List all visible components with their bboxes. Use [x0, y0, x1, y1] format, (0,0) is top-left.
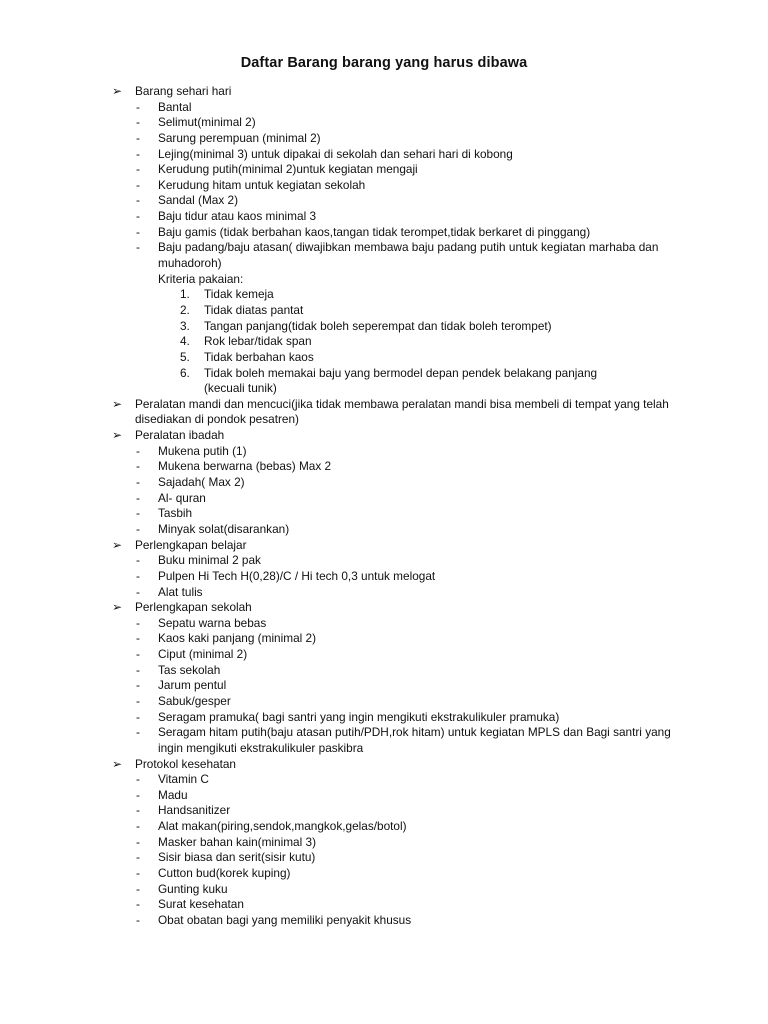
list-item: - Vitamin C: [136, 772, 209, 787]
list-item: - Tasbih: [136, 506, 193, 521]
criteria-label: Kriteria pakaian:: [158, 271, 244, 286]
list-item: - Bantal: [136, 99, 192, 114]
list-item: - Madu: [136, 787, 188, 802]
list-item: - Seragam pramuka( bagi santri yang ingin mengikuti ekstrakulikuler pramuka): [136, 709, 560, 724]
section-heading: ➢ Perlengkapan sekolah: [112, 600, 252, 615]
list-item: - Masker bahan kain(minimal 3): [136, 834, 317, 849]
list-item: - Sabuk/gesper: [136, 693, 231, 708]
arrow-bullet-icon: ➢: [112, 600, 123, 615]
list-item: - Surat kesehatan: [136, 897, 244, 912]
list-item: - Sepatu warna bebas: [136, 615, 267, 630]
list-item: - Mukena berwarna (bebas) Max 2: [136, 459, 332, 474]
section-heading: ➢ Barang sehari hari: [112, 84, 232, 98]
list-item: - Baju tidur atau kaos minimal 3: [136, 209, 317, 224]
list-item: - Gunting kuku: [136, 881, 228, 896]
list-item: - Seragam hitam putih(baju atasan putih/PDH,rok hitam) untuk kegiatan MPLS dan Bagi santri yang: [136, 725, 671, 740]
section-heading-continuation: disediakan di pondok pesatren): [135, 412, 299, 427]
numbered-item: 1. Tidak kemeja: [180, 287, 274, 302]
list-item: - Baju padang/baju atasan( diwajibkan membawa baju padang putih untuk kegiatan marhaba dan: [136, 240, 659, 255]
list-item: - Alat makan(piring,sendok,mangkok,gelas/botol): [136, 819, 407, 834]
section-heading: ➢ Peralatan mandi dan mencuci(jika tidak membawa peralatan mandi bisa membeli di tempat yang telah: [112, 396, 669, 411]
list-item-continuation: muhadoroh): [158, 256, 222, 271]
list-item: - Minyak solat(disarankan): [136, 521, 290, 536]
numbered-item: 4. Rok lebar/tidak span: [180, 334, 312, 349]
list-item: - Lejing(minimal 3) untuk dipakai di sekolah dan sehari hari di kobong: [136, 146, 513, 161]
list-item: - Selimut(minimal 2): [136, 115, 256, 130]
list-item: - Kerudung putih(minimal 2)untuk kegiatan mengaji: [136, 162, 418, 177]
numbered-item-continuation: (kecuali tunik): [204, 381, 277, 396]
list-item: - Jarum pentul: [136, 678, 227, 693]
arrow-bullet-icon: ➢: [112, 84, 123, 98]
list-item: - Alat tulis: [136, 584, 203, 599]
list-item: - Kaos kaki panjang (minimal 2): [136, 631, 317, 646]
arrow-bullet-icon: ➢: [112, 428, 123, 443]
list-item: - Baju gamis (tidak berbahan kaos,tangan tidak terompet,tidak berkaret di pinggang): [136, 224, 591, 239]
arrow-bullet-icon: ➢: [112, 537, 123, 552]
list-item: - Pulpen Hi Tech H(0,28)/C / Hi tech 0,3 untuk melogat: [136, 568, 436, 583]
document-title: Daftar Barang barang yang harus dibawa: [240, 55, 528, 71]
list-item: - Handsanitizer: [136, 803, 231, 818]
arrow-bullet-icon: ➢: [112, 756, 123, 771]
list-item-continuation: ingin mengikuti ekstrakulikuler paskibra: [158, 740, 364, 755]
list-item: - Kerudung hitam untuk kegiatan sekolah: [136, 177, 366, 192]
list-item: - Ciput (minimal 2): [136, 647, 248, 662]
arrow-bullet-icon: ➢: [112, 396, 123, 411]
list-item: - Sajadah( Max 2): [136, 475, 245, 490]
section-heading: ➢ Protokol kesehatan: [112, 756, 236, 771]
list-item: - Obat obatan bagi yang memiliki penyakit khusus: [136, 912, 412, 927]
list-item: - Tas sekolah: [136, 662, 221, 677]
list-item: - Buku minimal 2 pak: [136, 553, 261, 568]
list-item: - Sandal (Max 2): [136, 193, 238, 208]
section-heading: ➢ Perlengkapan belajar: [112, 537, 247, 552]
checklist: [0, 84, 768, 929]
numbered-item: 3. Tangan panjang(tidak boleh seperempat dan tidak boleh terompet): [180, 318, 552, 333]
numbered-item: 2. Tidak diatas pantat: [180, 302, 304, 317]
numbered-item: 5. Tidak berbahan kaos: [180, 349, 314, 364]
numbered-item: 6. Tidak boleh memakai baju yang bermodel depan pendek belakang panjang: [180, 365, 598, 380]
list-item: - Sarung perempuan (minimal 2): [136, 130, 321, 145]
list-item: - Mukena putih (1): [136, 443, 247, 458]
section-heading: ➢ Peralatan ibadah: [112, 428, 225, 443]
list-item: - Sisir biasa dan serit(sisir kutu): [136, 850, 316, 865]
list-item: - Al- quran: [136, 490, 206, 505]
list-item: - Cutton bud(korek kuping): [136, 866, 291, 881]
